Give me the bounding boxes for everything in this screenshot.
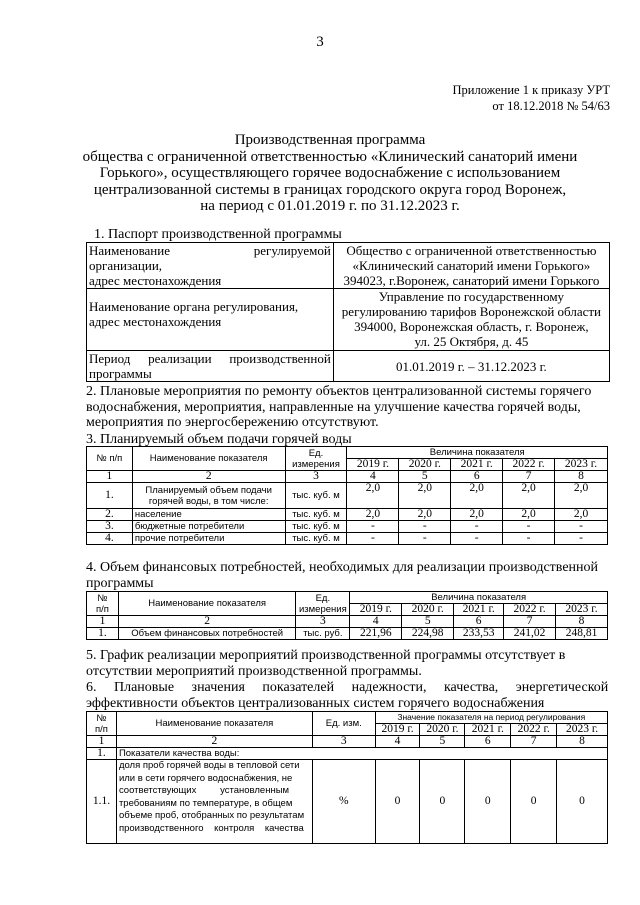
section-5-text xyxy=(86,648,608,679)
row-value: - xyxy=(555,533,608,545)
header-text: измерения xyxy=(298,603,347,615)
text-line: мероприятия по энергосбережению отсутствуют. xyxy=(86,415,379,430)
cell-text: Общество с ограниченной ответственностью xyxy=(346,243,597,258)
table-row xyxy=(87,483,608,509)
passport-table xyxy=(86,242,610,382)
index-cell: 2 xyxy=(118,616,295,628)
cell-text: регулированию тарифов Воронежской области xyxy=(341,304,601,319)
row-value: 2,0 xyxy=(555,483,608,509)
table-row xyxy=(87,289,610,351)
table-header-row xyxy=(87,447,608,459)
year-cell: 2019 г. xyxy=(347,459,399,471)
row-value: 2,0 xyxy=(451,483,503,509)
table-row xyxy=(87,243,610,289)
cell-text: ул. 25 Октября, д. 45 xyxy=(414,334,529,349)
cell-text: адрес местонахождения xyxy=(89,273,222,288)
row-value: - xyxy=(399,533,451,545)
cell-text: 394023, г.Воронеж, санаторий имени Горького xyxy=(343,273,600,288)
header-text: № xyxy=(97,592,108,604)
row-value: 241,02 xyxy=(504,628,556,640)
table-cell xyxy=(87,289,334,351)
index-cell: 8 xyxy=(555,471,608,483)
cell-text: Период xyxy=(89,351,131,366)
header-cell: Значение показателя на период регулирования xyxy=(375,712,607,724)
page-number: 3 xyxy=(316,34,324,50)
year-cell: 2019 г. xyxy=(375,724,420,736)
cell-text: 01.01.2019 г. – 31.12.2023 г. xyxy=(396,358,547,374)
financial-needs-table xyxy=(86,591,608,640)
row-value: 0 xyxy=(511,760,557,844)
section-4-heading xyxy=(86,560,608,591)
row-value: 2,0 xyxy=(347,483,399,509)
table-row xyxy=(87,521,608,533)
year-cell: 2020 г. xyxy=(420,724,465,736)
header-cell xyxy=(285,447,347,471)
row-value: 2,0 xyxy=(451,509,503,521)
appendix-date-line: от 18.12.2018 № 54/63 xyxy=(492,99,610,113)
header-text: Ед. xyxy=(315,592,331,604)
year-cell: 2022 г. xyxy=(504,604,556,616)
index-cell: 8 xyxy=(556,616,608,628)
index-cell: 4 xyxy=(350,616,402,628)
cell-text: реализации xyxy=(148,351,212,366)
text-line: эффективности объектов централизованных систем горячего водоснабжения xyxy=(86,695,545,711)
row-name: население xyxy=(132,509,285,521)
index-cell: 3 xyxy=(312,736,375,748)
cell-text: Управление по государственному xyxy=(378,289,565,304)
text-line: 6. Плановые значения показателей надежности, качества, энергетической xyxy=(86,680,609,695)
table-header-row xyxy=(87,712,608,724)
header-cell: Наименование показателя xyxy=(116,712,312,736)
title-line: общества с ограниченной ответственностью «Клинический санаторий имени xyxy=(82,148,578,165)
index-cell: 4 xyxy=(375,736,420,748)
row-name-line: горячей воды, в том числе: xyxy=(148,495,269,507)
index-cell: 5 xyxy=(399,471,451,483)
row-name-line: объеме проб, отобранных по результатам xyxy=(118,810,305,821)
row-name: прочие потребители xyxy=(132,533,285,545)
cell-text: Наименование xyxy=(89,243,170,258)
title-line: Производственная программа xyxy=(234,132,426,148)
year-cell: 2020 г. xyxy=(399,459,451,471)
header-cell: Наименование показателя xyxy=(118,592,295,616)
year-cell: 2021 г. xyxy=(451,459,503,471)
cell-text: 394000, Воронежская область, г. Воронеж, xyxy=(354,319,589,334)
table-index-row xyxy=(87,471,608,483)
section-1-heading: 1. Паспорт производственной программы xyxy=(94,227,342,242)
row-unit: тыс. куб. м xyxy=(285,533,347,545)
index-cell: 1 xyxy=(87,471,133,483)
row-name xyxy=(132,483,285,509)
text-line: 2. Плановые мероприятия по ремонту объектов централизованной системы горячего xyxy=(86,384,592,399)
appendix-line: Приложение 1 к приказу УРТ xyxy=(452,83,610,97)
table-row xyxy=(87,351,610,382)
index-cell: 7 xyxy=(511,736,557,748)
table-cell xyxy=(333,351,609,382)
row-value: - xyxy=(503,533,555,545)
row-value: 0 xyxy=(557,760,608,844)
index-cell: 3 xyxy=(285,471,347,483)
table-cell xyxy=(333,289,609,351)
row-value: 2,0 xyxy=(503,509,555,521)
reliability-indicators-table xyxy=(86,711,608,844)
year-cell: 2023 г. xyxy=(555,459,608,471)
index-cell: 6 xyxy=(454,616,504,628)
row-name-line: Планируемый объем подачи xyxy=(145,484,272,496)
row-value: - xyxy=(451,533,503,545)
row-name: бюджетные потребители xyxy=(132,521,285,533)
row-value: 0 xyxy=(465,760,511,844)
index-cell: 1 xyxy=(87,616,119,628)
title-line: централизованной системы в границах городского округа город Воронеж, xyxy=(93,181,567,198)
row-value: 221,96 xyxy=(350,628,402,640)
row-unit: тыс. куб. м xyxy=(285,483,347,509)
cell-text: производственной xyxy=(229,351,331,366)
index-cell: 6 xyxy=(465,736,511,748)
section-2-text xyxy=(86,384,608,431)
header-text: п/п xyxy=(95,603,109,615)
index-cell: 1 xyxy=(87,736,117,748)
year-cell: 2023 г. xyxy=(556,604,608,616)
header-cell xyxy=(87,592,119,616)
appendix-reference xyxy=(453,82,611,114)
header-cell: № п/п xyxy=(87,447,133,471)
table-header-row xyxy=(87,592,608,604)
table-row xyxy=(87,509,608,521)
cell-text: регулируемой xyxy=(253,243,331,258)
year-cell: 2021 г. xyxy=(465,724,511,736)
row-value: 2,0 xyxy=(555,509,608,521)
row-number: 2. xyxy=(87,509,133,521)
document-title xyxy=(70,132,590,215)
row-number: 1. xyxy=(87,483,133,509)
cell-text: адрес местонахождения xyxy=(89,313,222,329)
row-value: 248,81 xyxy=(556,628,608,640)
index-cell: 8 xyxy=(557,736,608,748)
index-cell: 2 xyxy=(116,736,312,748)
year-cell: 2022 г. xyxy=(503,459,555,471)
row-name: Объем финансовых потребностей xyxy=(118,628,295,640)
text-line: водоснабжения, мероприятия, направленные на улучшение качества горячей воды, xyxy=(86,399,581,415)
row-value: - xyxy=(347,533,399,545)
row-value: 224,98 xyxy=(402,628,454,640)
year-cell: 2019 г. xyxy=(350,604,402,616)
table-cell xyxy=(87,351,334,382)
row-value: 2,0 xyxy=(347,509,399,521)
cell-text: Наименование органа регулирования, xyxy=(89,298,299,314)
row-value: 233,53 xyxy=(454,628,504,640)
table-row xyxy=(87,628,608,640)
group-name: Показатели качества воды: xyxy=(116,748,607,760)
row-number: 1. xyxy=(87,628,119,640)
row-number: 4. xyxy=(87,533,133,545)
header-cell: Наименование показателя xyxy=(132,447,285,471)
cell-text: «Клинический санаторий имени Горького» xyxy=(352,258,591,273)
table-cell xyxy=(87,243,334,289)
table-group-row xyxy=(87,748,608,760)
index-cell: 4 xyxy=(347,471,399,483)
row-unit: тыс. куб. м xyxy=(285,521,347,533)
cell-text: программы xyxy=(89,366,152,381)
year-cell: 2020 г. xyxy=(402,604,454,616)
row-value: 2,0 xyxy=(399,509,451,521)
year-cell: 2023 г. xyxy=(557,724,608,736)
header-cell xyxy=(296,592,350,616)
year-cell: 2021 г. xyxy=(454,604,504,616)
row-name-line: требованиям по температуре, в общем xyxy=(118,797,293,809)
row-value: - xyxy=(555,521,608,533)
title-line: Горького», осуществляющего горячее водоснабжение с использованием xyxy=(99,165,561,181)
text-line: программы xyxy=(86,575,154,591)
row-value: - xyxy=(399,521,451,533)
table-index-row xyxy=(87,616,608,628)
row-value: 0 xyxy=(420,760,465,844)
row-value: 2,0 xyxy=(503,483,555,509)
section-6-heading xyxy=(86,680,608,711)
row-name-line: или в сети горячего водоснабжения, не xyxy=(118,772,293,784)
title-line: на период с 01.01.2019 г. по 31.12.2023 г. xyxy=(200,198,460,214)
row-name-line: соответствующих установленным xyxy=(118,785,290,796)
row-number: 3. xyxy=(87,521,133,533)
supply-volume-table xyxy=(86,446,608,545)
row-value: - xyxy=(347,521,399,533)
row-value: 0 xyxy=(375,760,420,844)
table-row xyxy=(87,760,608,844)
row-name-line: производственного контроля качества xyxy=(118,822,304,834)
index-cell: 2 xyxy=(132,471,285,483)
index-cell: 7 xyxy=(504,616,556,628)
text-line: отсутствии мероприятий производственной программы. xyxy=(86,663,422,679)
row-name-line: доля проб горячей воды в тепловой сети xyxy=(118,760,300,771)
header-text: измерения xyxy=(292,458,340,470)
header-cell xyxy=(87,712,117,736)
year-cell: 2022 г. xyxy=(511,724,557,736)
table-cell xyxy=(333,243,609,289)
row-value: 2,0 xyxy=(399,483,451,509)
cell-text: организации, xyxy=(89,258,163,273)
header-cell: Величина показателя xyxy=(347,447,608,459)
row-unit: тыс. куб. м xyxy=(285,509,347,521)
text-line: 4. Объем финансовых потребностей, необходимых для реализации производственной xyxy=(86,560,599,575)
table-row xyxy=(87,533,608,545)
index-cell: 5 xyxy=(402,616,454,628)
header-text: № xyxy=(96,712,107,724)
row-value: - xyxy=(503,521,555,533)
row-unit: % xyxy=(312,760,375,844)
header-cell: Ед. изм. xyxy=(312,712,375,736)
index-cell: 5 xyxy=(420,736,465,748)
header-text: Ед. xyxy=(308,447,324,459)
section-3-heading: 3. Планируемый объем подачи горячей воды xyxy=(86,432,352,447)
row-number: 1.1. xyxy=(87,760,117,844)
row-value: - xyxy=(451,521,503,533)
table-index-row xyxy=(87,736,608,748)
index-cell: 3 xyxy=(296,616,350,628)
row-number: 1. xyxy=(87,748,117,760)
text-line: 5. График реализации мероприятий производственной программы отсутствует в xyxy=(86,648,566,663)
index-cell: 7 xyxy=(503,471,555,483)
row-name xyxy=(116,760,312,844)
index-cell: 6 xyxy=(451,471,503,483)
header-text: п/п xyxy=(95,723,108,735)
row-unit: тыс. руб. xyxy=(296,628,350,640)
header-cell: Величина показателя xyxy=(350,592,608,604)
